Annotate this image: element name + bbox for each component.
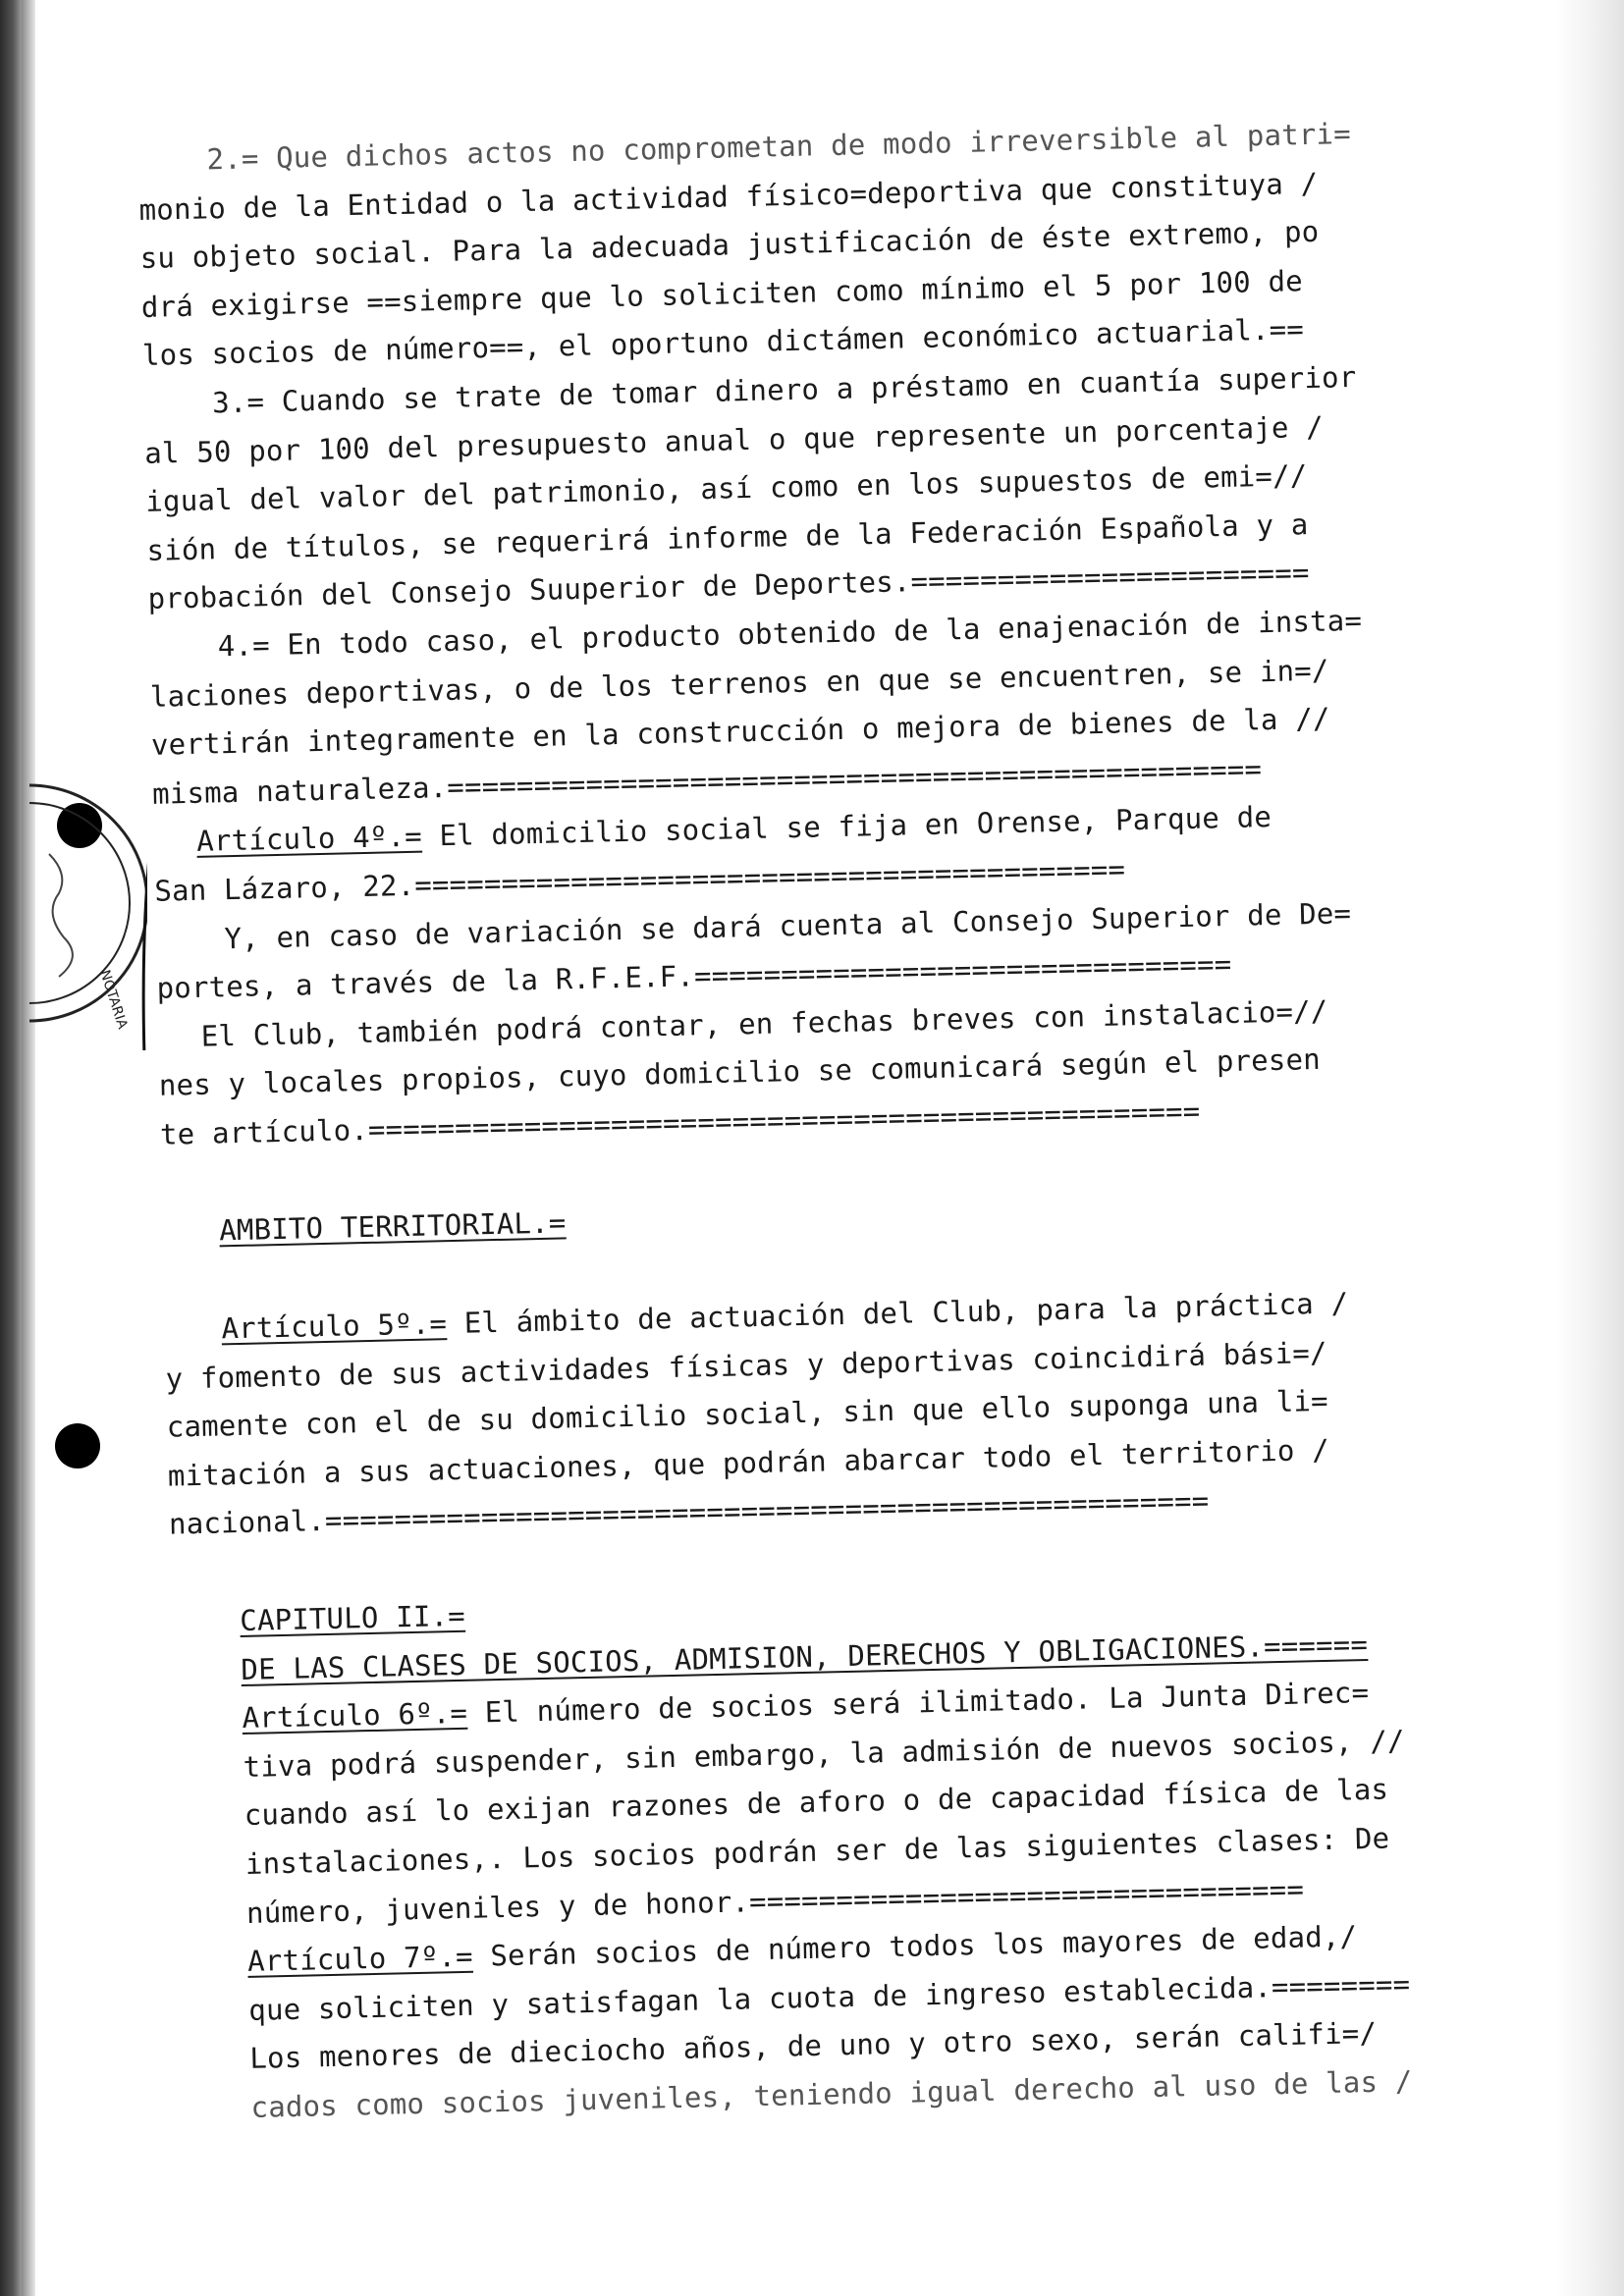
text-line: probación del Consejo Suuperior de Deportes.======================= [147,556,1310,616]
text-line: El Club, también podrá contar, en fechas breves con instalacio=// [200,993,1328,1053]
punch-hole [55,1423,100,1468]
text-line: sión de títulos, se requerirá informe de la Federación Española y a [146,507,1309,567]
text-line: laciones deportivas, o de los terrenos en que se encuentren, se in=/ [149,653,1329,714]
text-line: cados como socios juveniles, teniendo igual derecho al uso de las / [250,2064,1413,2124]
binding-edge [0,0,22,2296]
text-line: San Lázaro, 22.========================================= [154,852,1126,908]
text-line: nacional.=================================================== [168,1484,1210,1542]
chapter-2-title: DE LAS CLASES DE SOCIOS, ADMISION, DERECHOS Y OBLIGACIONES.====== [241,1627,1369,1686]
text-fragment: El número de socios será ilimitado. La Junta Direc= [484,1676,1370,1730]
text-line: igual del valor del patrimonio, así como en los supuestos de emi=// [145,458,1308,519]
chapter-2-heading: CAPITULO II.= [239,1598,466,1638]
article-5-heading: Artículo 5º.= [221,1307,448,1346]
text-line: misma naturaleza.=============================================== [151,751,1263,811]
text-line: que soliciten y satisfagan la cuota de ingreso establecida.======== [247,1966,1411,2027]
text-line: Y, en caso de variación se dará cuenta al Consejo Superior de De= [224,895,1352,955]
article-4-heading: Artículo 4º.= [195,819,423,859]
text-line: Los menores de dieciocho años, de uno y otro sexo, serán califi=/ [249,2016,1378,2076]
text-line: su objeto social. Para la adecuada justificación de éste extremo, po [139,214,1320,276]
ambito-heading: AMBITO TERRITORIAL.= [218,1205,567,1248]
text-line: te artículo.================================================ [159,1094,1201,1151]
text-line: monio de la Entidad o la actividad físico=deportiva que constituya / [138,166,1319,227]
text-line: y fomento de sus actividades físicas y deportivas coincidirá bási=/ [165,1335,1327,1396]
text-fragment: El ámbito de actuación del Club, para la práctica / [463,1286,1349,1340]
text-line: 4.= En todo caso, el producto obtenido de la enajenación de insta= [217,603,1363,664]
text-line: número, juveniles y de honor.================================ [245,1872,1305,1930]
text-line: los socios de número==, el oportuno dictámen económico actuarial.== [141,312,1305,373]
text-line: tiva podrá suspender, sin embargo, la admisión de nuevos socios, // [243,1723,1405,1784]
binding-shadow [22,0,35,2296]
text-line: 3.= Cuando se trate de tomar dinero a préstamo en cuantía superior [211,359,1357,420]
text-line: 2.= Que dichos actos no comprometan de modo irreversible al patri= [206,116,1352,177]
text-line: nes y locales propios, cuyo domicilio se comunicará según el presen [158,1042,1322,1103]
page-edge-shadow [1555,0,1624,2296]
text-line: vertirán integramente en la construcción o mejora de bienes de la // [150,701,1330,762]
text-line: camente con el de su domicilio social, sin que ello suponga una li= [166,1384,1329,1444]
text-line: portes, a través de la R.F.E.F.=============================== [156,947,1232,1005]
article-7-heading: Artículo 7º.= [246,1939,474,1979]
text-line: drá exigirse ==siempre que lo soliciten como mínimo el 5 por 100 de [140,263,1304,324]
text-line: mitación a sus actuaciones, que podrán abarcar todo el territorio / [167,1432,1330,1493]
text-line: cuando así lo exijan razones de aforo o de capacidad física de las [244,1772,1389,1833]
svg-text:NOTARIA: NOTARIA [96,968,131,1032]
text-fragment: Serán socios de número todos los mayores de edad,/ [489,1919,1358,1973]
article-6-heading: Artículo 6º.= [242,1696,468,1735]
text-line: al 50 por 100 del presupuesto anual o que represente un porcentaje / [143,409,1325,470]
document-body [137,110,1413,2134]
text-line: instalaciones,. Los socios podrán ser de las siguientes clases: De [244,1821,1390,1881]
text-fragment: El domicilio social se fija en Orense, Parque de [439,800,1272,853]
notary-seal-icon [10,775,147,1050]
